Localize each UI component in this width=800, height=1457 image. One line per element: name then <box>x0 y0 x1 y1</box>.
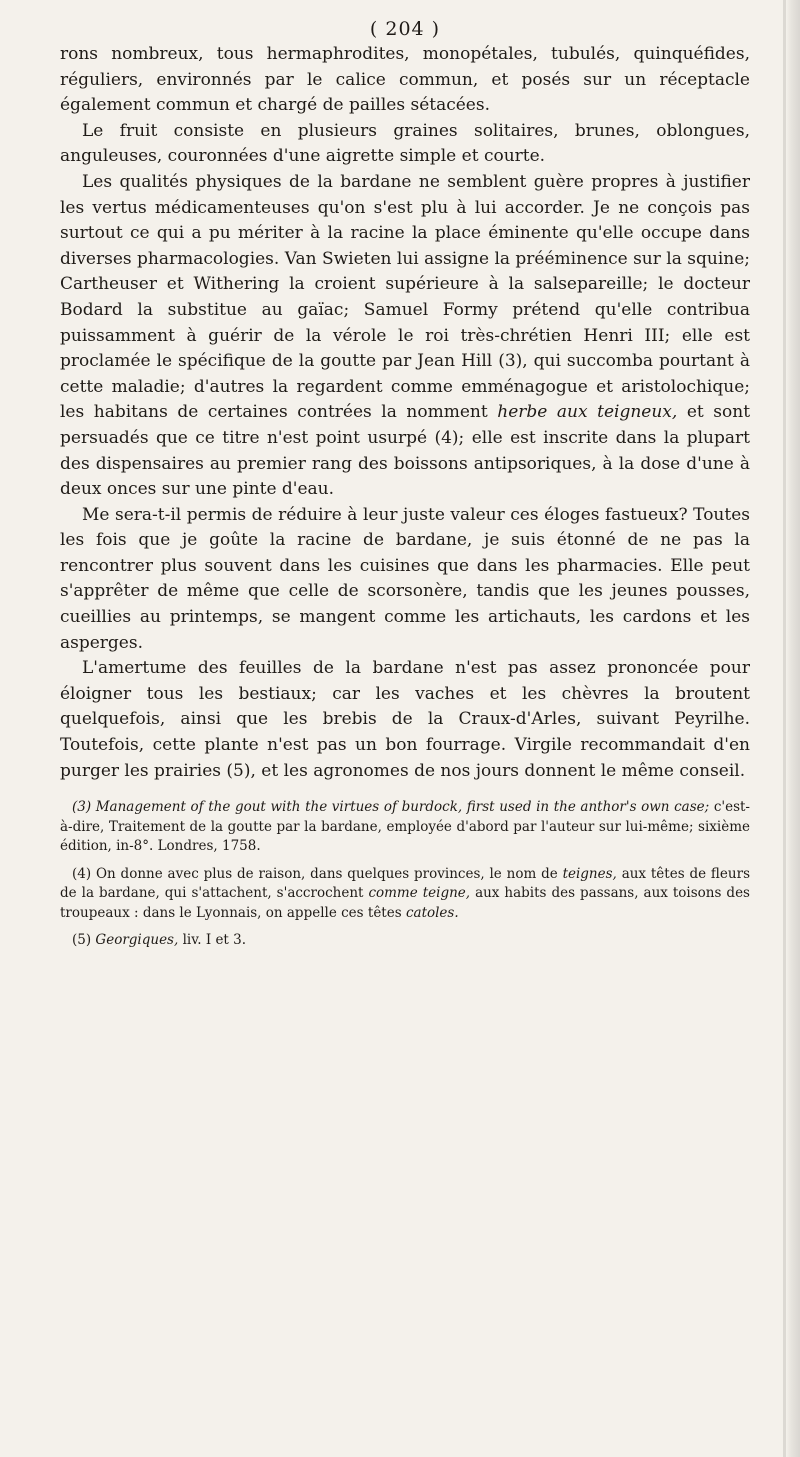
paragraph-fruit: Le fruit consiste en plusieurs graines solitaires, brunes, oblongues, anguleuses, couronnées d'une aigrette simple et courte. <box>60 120 750 167</box>
page-binding-edge <box>786 0 800 1457</box>
footnote-4-start: (4) On donne avec plus de raison, dans quelques provinces, le nom de <box>72 865 558 882</box>
footnote-4-term-teignes: teignes, <box>562 865 617 882</box>
qualities-text-end: et sont persuadés que ce titre n'est point usurpé (4); elle est inscrite dans la plupart des dispensaires au premier rang des boissons antipsoriques, à la dose d'une à deux onces sur une pinte d'eau. <box>60 402 751 500</box>
footnote-5-marker: (5) <box>72 932 92 949</box>
footnote-4-term-comme-teigne: comme teigne, <box>368 885 471 902</box>
page-number: ( 204 ) <box>369 18 441 40</box>
footnote-4-mid: aux têtes de fleurs de la bardane, qui s'attachent, s'accrochent <box>60 865 750 902</box>
footnotes <box>60 798 750 951</box>
footnote-3-text: c'est-à-dire, Traitement de la goutte par la bardane, employée d'abord par l'auteur sur lui-même; sixième édition, in-8°. Londres, 1758. <box>60 799 750 855</box>
footnote-5-work: Georgiques, <box>95 932 179 949</box>
qualities-text-start: Les qualités physiques de la bardane ne semblent guère propres à justifier les vertus médicamenteuses qu'on s'est plu à lui accorder. Je ne conçois pas surtout ce qui a pu mériter à la racine la place éminente qu'elle occupe dans diverses pharmacologies. Van Swieten lui assigne la prééminence sur la squine; Cartheuser et Withering la croient supérieure à la salsepareille; le docteur Bodard la substitue au gaïac; Samuel Formy prétend qu'elle contribua puissamment à guérir de la vérole le roi très-chrétien Henri III; elle est proclamée le spécifique de la goutte par Jean Hill (3), qui succomba pourtant à cette maladie; d'autres la regardent comme emménagogue et aristolochique; les habitans de certaines contrées la nomment <box>60 171 750 423</box>
page-content <box>60 18 750 951</box>
paragraph-florets: rons nombreux, tous hermaphrodites, monopétales, tubulés, quinquéfides, réguliers, environnés par le calice commun, et posés sur un réceptacle également commun et chargé de pailles sétacées. <box>60 44 750 116</box>
footnote-5-ref: liv. I et 3. <box>182 932 247 949</box>
paragraph-qualities <box>60 170 750 503</box>
footnote-5 <box>60 931 750 951</box>
qualities-herb-name: herbe aux teigneux, <box>497 402 678 423</box>
footnote-4-term-catoles: catoles. <box>405 904 459 921</box>
footnote-3 <box>60 798 750 857</box>
body-text <box>60 42 750 784</box>
paragraph-bitterness: L'amertume des feuilles de la bardane n'est pas assez prononcée pour éloigner tous les bestiaux; car les vaches et les chèvres la broutent quelquefois, ainsi que les brebis de la Craux-d'Arles, suivant Peyrilhe. Toutefois, cette plante n'est pas un bon fourrage. Virgile recommandait d'en purger les prairies (5), et les agronomes de nos jours donnent le même conseil. <box>60 658 750 781</box>
footnote-4 <box>60 865 750 924</box>
footnote-4-mid2: aux habits des passans, aux toisons des troupeaux : dans le Lyonnais, on appelle ces têtes <box>60 885 750 921</box>
footnote-3-title: (3) Management of the gout with the virtues of burdock, first used in the anthor's own case; <box>72 799 710 816</box>
paragraph-praises: Me sera-t-il permis de réduire à leur juste valeur ces éloges fastueux? Toutes les fois que je goûte la racine de bardane, je suis étonné de ne pas la rencontrer plus souvent dans les cuisines que dans les pharmacies. Elle peut s'apprêter de même que celle de scorsonère, tandis que les jeunes pousses, cueillies au printemps, se mangent comme les artichauts, les cardons et les asperges. <box>60 504 750 653</box>
